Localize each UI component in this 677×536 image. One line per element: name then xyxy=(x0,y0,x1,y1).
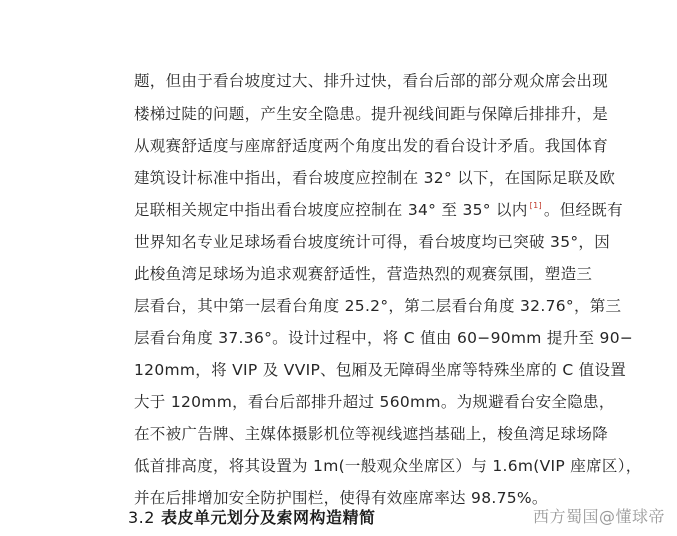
body-text-line: 并在后排增加安全防护围栏，使得有效座席率达 98.75%。 xyxy=(134,489,548,507)
watermark: 西方蜀国@懂球帝 xyxy=(532,507,665,526)
section-title: 表皮单元划分及索网构造精简 xyxy=(160,508,376,527)
body-text-line: 此梭鱼湾足球场为追求观赛舒适性，营造热烈的观赛氛围，塑造三 xyxy=(134,265,593,283)
body-text-line xyxy=(134,200,623,223)
body-text-line: 从观赛舒适度与座席舒适度两个角度出发的看台设计矛盾。我国体育 xyxy=(134,137,609,155)
body-text-line: 层看台，其中第一层看台角度 25.2°，第二层看台角度 32.76°，第三 xyxy=(134,297,622,315)
citation-reference[interactable]: [1] xyxy=(529,201,542,210)
body-text-segment: 足联相关规定中指出看台坡度应控制在 34° 至 35° 以内 xyxy=(134,201,528,219)
body-text-line: 层看台角度 37.36°。设计过程中，将 C 值由 60−90mm 提升至 90− xyxy=(134,329,634,347)
body-text-line: 楼梯过陡的问题，产生安全隐患。提升视线间距与保障后排排升，是 xyxy=(134,105,609,123)
body-text-segment: 。但经既有 xyxy=(543,201,623,219)
section-number: 3.2 xyxy=(128,508,155,527)
body-text-line: 120mm，将 VIP 及 VVIP、包厢及无障碍坐席等特殊坐席的 C 值设置 xyxy=(134,361,627,379)
body-text-line: 在不被广告牌、主媒体摄影机位等视线遮挡基础上，梭鱼湾足球场降 xyxy=(134,425,609,443)
body-text-line: 世界知名专业足球场看台坡度统计可得，看台坡度均已突破 35°，因 xyxy=(134,233,611,251)
body-text-line: 题，但由于看台坡度过大、排升过快，看台后部的部分观众席会出现 xyxy=(134,72,609,90)
section-heading xyxy=(128,505,375,528)
body-text-line: 大于 120mm，看台后部排升超过 560mm。为规避看台安全隐患， xyxy=(134,393,615,411)
body-text-line: 低首排高度，将其设置为 1m(一般观众坐席区）与 1.6m(VIP 座席区）， xyxy=(134,457,642,475)
body-text-line: 建筑设计标准中指出，看台坡度应控制在 32° 以下，在国际足联及欧 xyxy=(134,169,616,187)
